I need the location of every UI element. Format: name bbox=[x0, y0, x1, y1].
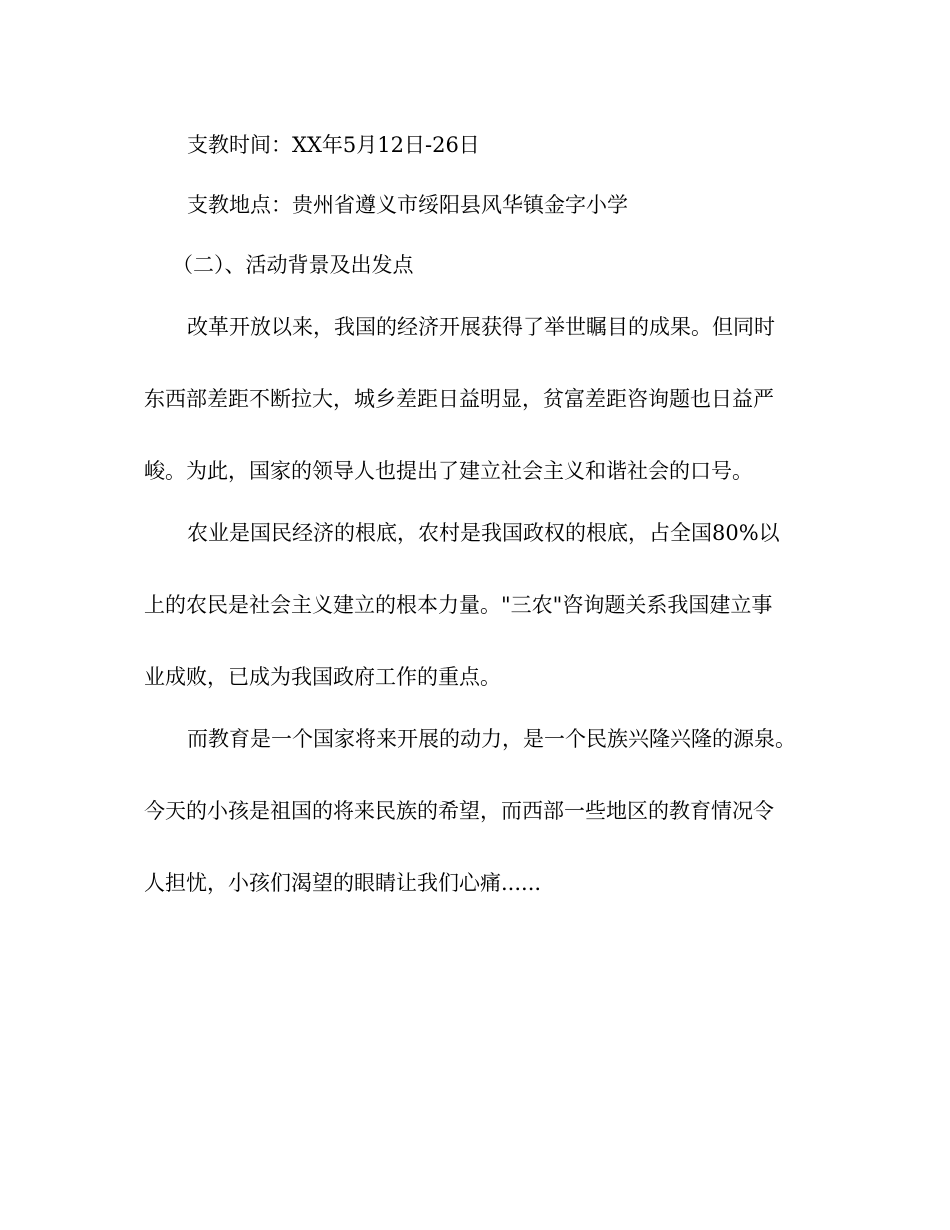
paragraph-2-line-1: 农业是国民经济的根底，农村是我国政权的根底，占全国80%以 bbox=[187, 521, 780, 545]
paragraph-1-line-3: 峻。为此，国家的领导人也提出了建立社会主义和谐社会的口号。 bbox=[144, 459, 753, 483]
paragraph-3-line-2: 今天的小孩是祖国的将来民族的希望，而西部一些地区的教育情况令 bbox=[144, 799, 774, 823]
paragraph-3-line-3: 人担忧，小孩们渴望的眼睛让我们心痛...... bbox=[144, 871, 542, 895]
paragraph-1-line-2: 东西部差距不断拉大，城乡差距日益明显，贫富差距咨询题也日益严 bbox=[144, 387, 774, 411]
teaching-time-line: 支教时间：XX年5月12日-26日 bbox=[187, 133, 480, 157]
paragraph-1-line-1: 改革开放以来，我国的经济开展获得了举世瞩目的成果。但同时 bbox=[187, 315, 775, 339]
teaching-location-line: 支教地点：贵州省遵义市绥阳县风华镇金字小学 bbox=[187, 193, 628, 217]
paragraph-3-line-1: 而教育是一个国家将来开展的动力，是一个民族兴隆兴隆的源泉。 bbox=[187, 727, 796, 751]
section-heading: （二）、活动背景及出发点 bbox=[172, 253, 414, 277]
paragraph-2-line-3: 业成败，已成为我国政府工作的重点。 bbox=[144, 665, 501, 689]
paragraph-2-line-2: 上的农民是社会主义建立的根本力量。"三农"咨询题关系我国建立事 bbox=[144, 593, 773, 617]
